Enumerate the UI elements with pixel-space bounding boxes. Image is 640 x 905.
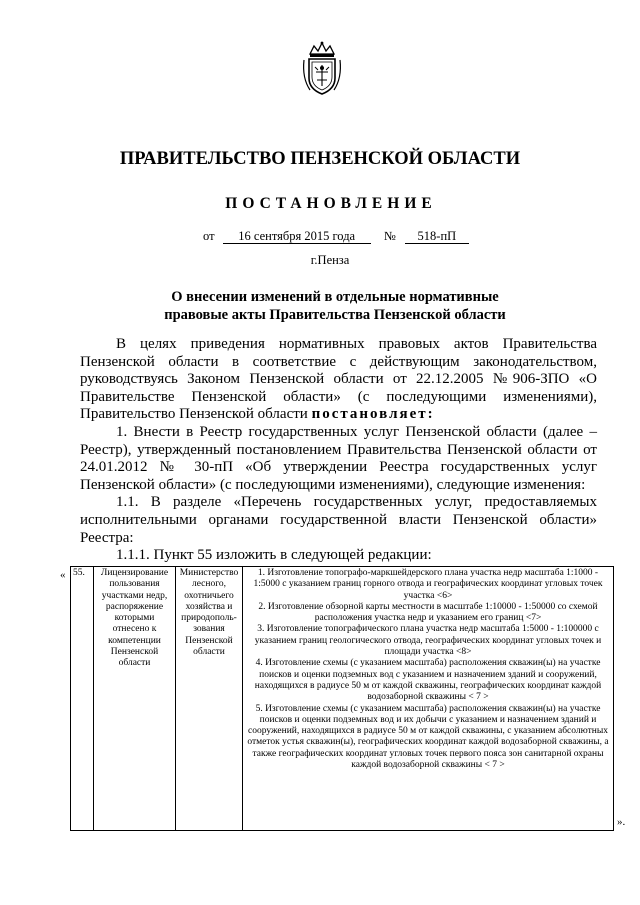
date-number-line: [203, 229, 469, 244]
table-row: [71, 567, 614, 831]
quote-close: ».: [617, 816, 626, 828]
number-sign: №: [383, 229, 396, 243]
document-type: ПОСТАНОВЛЕНИЕ: [225, 195, 437, 212]
decree-verb: постановляет:: [311, 406, 435, 423]
preamble-text: В целях приведения нормативных правовых актов Правительства Пензенской области в соответствие с действующим законодательством, руководствуясь Законом Пензенской области от 22.12.2005 №906-ЗПО «О Правительстве Пензенской области» (с последующими изменениями), Правительство Пензенской области: [80, 336, 597, 423]
organization-name: ПРАВИТЕЛЬСТВО ПЕНЗЕНСКОЙ ОБЛАСТИ: [119, 149, 521, 169]
paragraph-item-1-1-1: 1.1.1. Пункт 55 изложить в следующей редакции:: [116, 547, 432, 564]
document-title: [0, 288, 640, 324]
document-body: [80, 336, 597, 565]
paragraph-item-1-1: 1.1. В разделе «Перечень государственных услуг, предоставляемых исполнительными органами государственной власти Пензенской области» Реестра:: [80, 494, 597, 546]
service-name: Лицензирование пользования участками недр, распоряжение которыми отнесено к компетенции Пензенской области: [94, 567, 176, 831]
list-item: 3. Изготовление топографического плана участка недр масштаба 1:5000 - 1:100000 с указанием границ геологического отвода, географических координат угловых точек и площади участка <8>: [254, 624, 602, 658]
registry-table: [70, 566, 614, 831]
document-date: 16 сентября 2015 года: [223, 229, 371, 244]
title-line-1: О внесении изменений в отдельные нормативные: [171, 289, 499, 305]
city: г.Пенза: [310, 253, 350, 267]
authority-name: Министерство лесного, охотничьего хозяйства и природополь-зования Пензенской области: [176, 567, 243, 831]
quote-open: «: [60, 569, 66, 581]
document-number: 518-пП: [405, 229, 469, 244]
list-item: 1. Изготовление топографо-маркшейдерского плана участка недр масштаба 1:1000 - 1:5000 с указанием границ горного отвода и географических координат угловых точек участка <6>: [253, 568, 603, 601]
title-line-2: правовые акты Правительства Пензенской области: [164, 307, 506, 323]
required-documents: [243, 567, 614, 831]
paragraph-preamble: [80, 336, 597, 424]
date-prefix: от: [203, 229, 215, 243]
list-item: 5. Изготовление схемы (с указанием масштаба) расположения скважин(ы) на участке поисков и оценки подземных вод и их добычи с указанием и назначением зданий и сооружений, находящихся в радиусе 50 м от каждой скважины, с указанием абсолютных отметок устья скважин(ы), географических координат каждой водозаборной скважины, а также географических координат угловых точек первого пояса зон санитарной охраны каждой водозаборной скважины < 7 >: [247, 703, 609, 771]
list-item: 4. Изготовление схемы (с указанием масштаба) расположения скважин(ы) на участке поисков и оценки подземных вод с указанием и назначением зданий и сооружений, находящихся в радиусе 50 м от каждой скважины, географических координат каждой водозаборной скважины < 7 >: [254, 658, 602, 703]
paragraph-item-1: 1. Внести в Реестр государственных услуг Пензенской области (далее – Реестр), утвержденный постановлением Правительства Пензенской области от 24.01.2012 № 30-пП «Об утверждении Реестра государственных услуг Пензенской области» (с последующими изменениями), следующие изменения:: [80, 423, 597, 493]
penza-coat-of-arms-icon: [300, 40, 344, 96]
list-item: 2. Изготовление обзорной карты местности в масштабе 1:10000 - 1:50000 со схемой расположения участка недр и указанием его границ <7>: [258, 601, 598, 624]
row-number: 55.: [71, 567, 94, 831]
